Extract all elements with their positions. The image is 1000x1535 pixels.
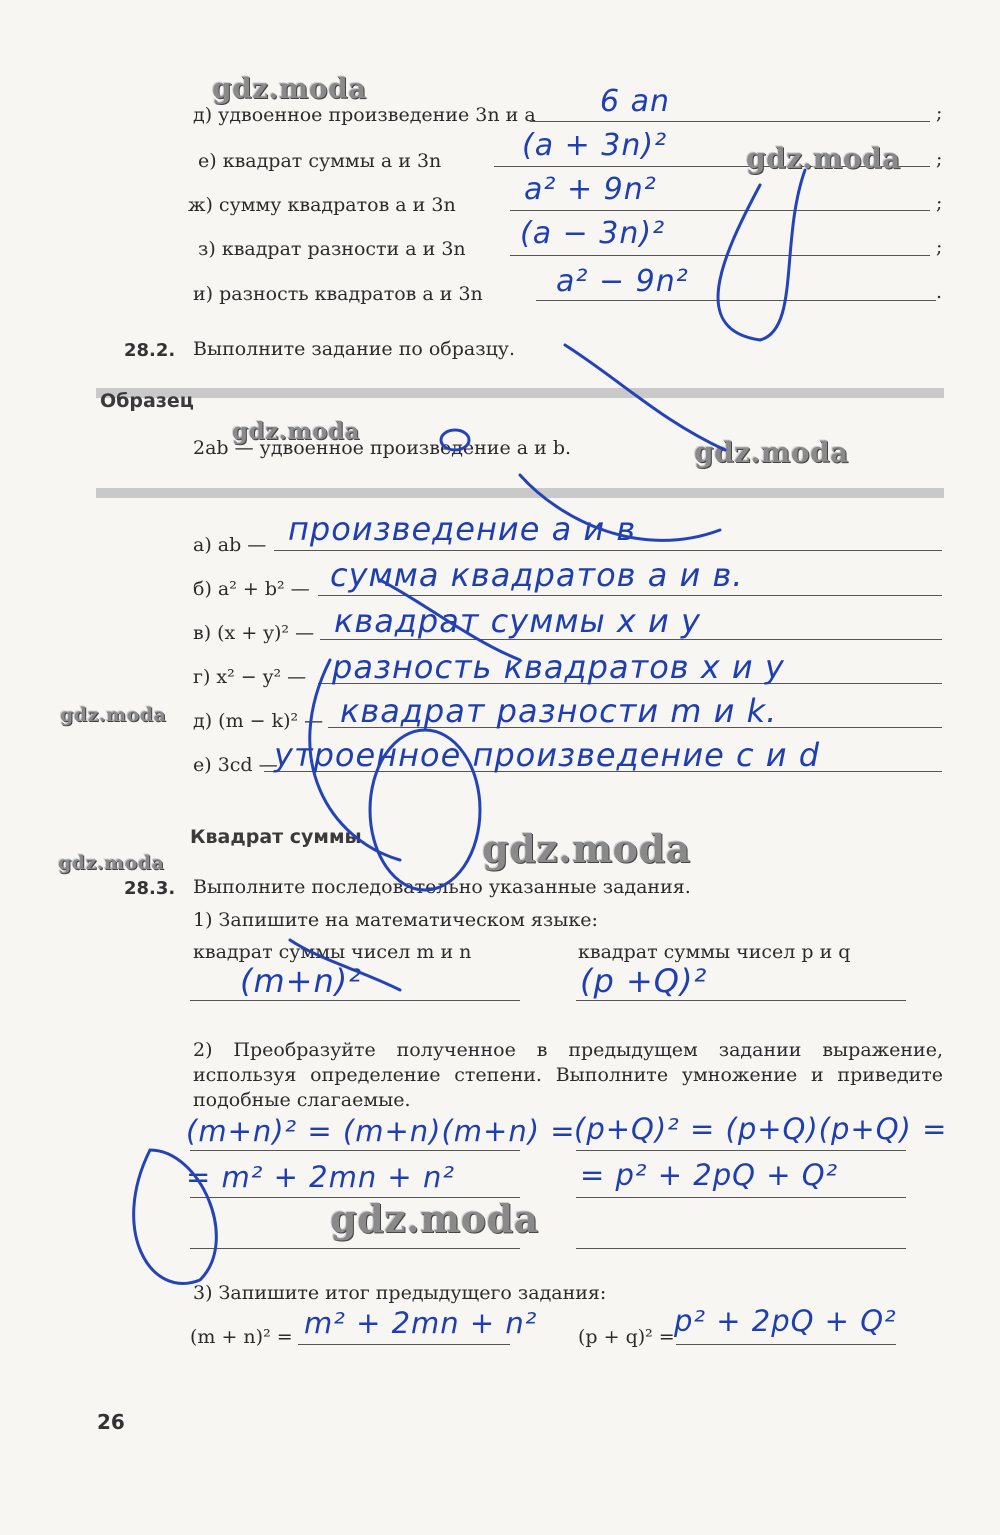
col-right-label: квадрат суммы чисел p и q [578, 941, 851, 963]
watermark: gdz.moda [60, 704, 167, 726]
answer-line [190, 1248, 520, 1249]
handwritten-answer: утроенное произведение c и d [274, 736, 821, 774]
handwritten-answer: = p² + 2pQ + Q² [580, 1158, 839, 1192]
handwritten-answer: 6 an [600, 84, 671, 119]
handwritten-answer: (p +Q)² [580, 962, 708, 1000]
item-e-label: е) квадрат суммы a и 3n [198, 150, 442, 172]
sample-band-bottom [96, 488, 944, 498]
item-end: . [936, 281, 943, 303]
exercise-title: Выполните задание по образцу. [193, 338, 516, 360]
sample-heading: Образец [100, 390, 194, 412]
watermark: gdz.moda [694, 436, 849, 469]
answer-line [530, 121, 930, 122]
answer-line [536, 300, 936, 301]
item-d2-label: д) (m − k)² — [193, 710, 324, 732]
answer-line [274, 550, 942, 551]
handwritten-answer: (a + 3n)² [522, 128, 668, 163]
item-e2-label: е) 3cd — [193, 754, 278, 776]
answer-line [676, 1344, 896, 1345]
final-right-label: (p + q)² = [578, 1326, 675, 1348]
watermark: gdz.moda [330, 1196, 539, 1241]
watermark: gdz.moda [232, 418, 360, 445]
answer-line [576, 1000, 906, 1001]
final-left-label: (m + n)² = [190, 1326, 293, 1348]
item-end: ; [936, 148, 943, 170]
item-i-label: и) разность квадратов a и 3n [193, 283, 483, 305]
handwritten-answer: a² − 9n² [556, 264, 689, 299]
watermark: gdz.moda [58, 852, 165, 874]
handwritten-answer: (m+n)² = (m+n)(m+n) = [186, 1114, 576, 1148]
item-end: ; [936, 236, 943, 258]
section-heading: Квадрат суммы [190, 826, 362, 848]
exercise-number: 28.3. [124, 878, 176, 899]
sample-band-top [96, 388, 944, 398]
item-b-label: б) a² + b² — [193, 578, 310, 600]
answer-line [318, 595, 942, 596]
item-z-label: з) квадрат разности a и 3n [198, 238, 466, 260]
answer-line [576, 1150, 906, 1151]
step-2: 2) Преобразуйте полученное в предыдущем задании выражение, используя определение степени. Выполните умножение и приведите подобные слагаемые. [193, 1039, 943, 1111]
handwritten-answer: разность квадратов x и y [332, 648, 785, 686]
item-d-label: д) удвоенное произведение 3n и a [193, 104, 536, 126]
answer-line [510, 210, 930, 211]
handwritten-answer: квадрат разности m и k. [340, 692, 778, 730]
answer-line [576, 1197, 906, 1198]
watermark: gdz.moda [482, 826, 691, 871]
handwritten-answer: m² + 2mn + n² [304, 1306, 538, 1340]
handwritten-answer: (p+Q)² = (p+Q)(p+Q) = [574, 1112, 948, 1146]
item-v-label: в) (x + y)² — [193, 622, 315, 644]
item-zh-label: ж) сумму квадратов a и 3n [188, 194, 456, 216]
answer-line [298, 1344, 510, 1345]
handwritten-answer: p² + 2pQ + Q² [674, 1304, 897, 1338]
handwritten-answer: a² + 9n² [524, 172, 657, 207]
step-3: 3) Запишите итог предыдущего задания: [193, 1282, 607, 1304]
item-a-label: а) ab — [193, 534, 267, 556]
item-end: ; [936, 192, 943, 214]
answer-line [576, 1248, 906, 1249]
sample-text: 2ab — удвоенное произведение a и b. [193, 437, 572, 459]
item-end: ; [936, 102, 943, 124]
exercise-number: 28.2. [124, 340, 176, 361]
step-1: 1) Запишите на математическом языке: [193, 909, 598, 931]
handwritten-answer: квадрат суммы x и y [334, 602, 701, 640]
page-number: 26 [97, 1410, 125, 1434]
item-g-label: г) x² − y² — [193, 666, 307, 688]
handwritten-answer: (a − 3n)² [520, 216, 666, 251]
handwritten-answer: = m² + 2mn + n² [186, 1160, 455, 1194]
handwritten-answer: сумма квадратов a и в. [330, 556, 744, 594]
col-left-label: квадрат суммы чисел m и n [193, 941, 472, 963]
handwritten-answer: (m+n)² [240, 962, 363, 1000]
watermark: gdz.moda [212, 72, 367, 105]
watermark: gdz.moda [746, 142, 901, 175]
exercise-title: Выполните последовательно указанные задания. [193, 876, 691, 898]
answer-line [510, 255, 930, 256]
answer-line [190, 1000, 520, 1001]
handwritten-answer: произведение a и в [288, 510, 637, 548]
answer-line [190, 1150, 520, 1151]
